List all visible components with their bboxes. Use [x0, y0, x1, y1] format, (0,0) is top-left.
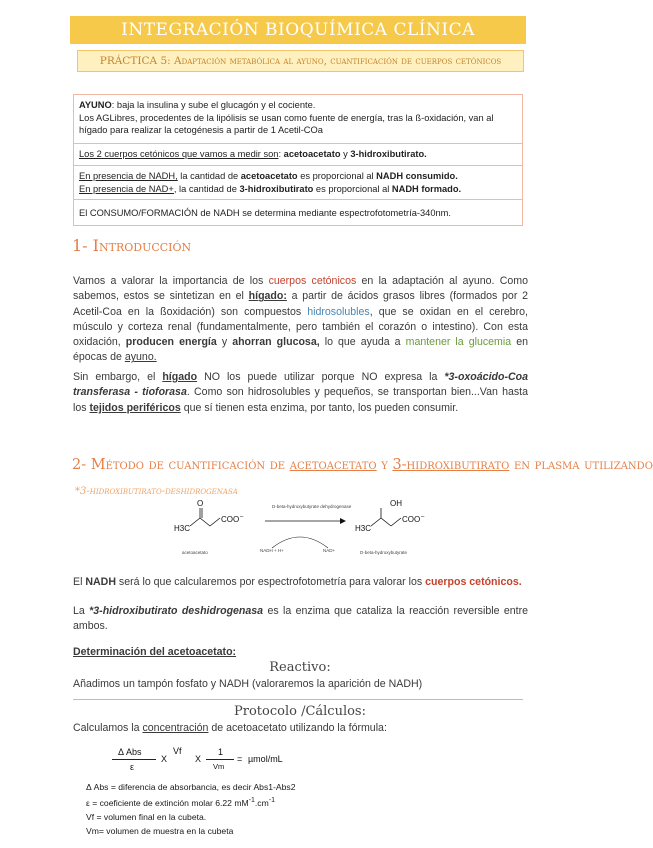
- cuerpos-lead: Los 2 cuerpos cetónicos que vamos a medir son: [79, 149, 279, 159]
- formula-eq: =: [237, 754, 243, 764]
- reaction-coo-left: COO: [221, 515, 240, 524]
- calc-text: [73, 721, 528, 736]
- reaction-cofactor-out: NAD+: [323, 548, 336, 553]
- summary-box-consumo: [73, 200, 523, 226]
- formula-x2: X: [195, 754, 202, 764]
- formula-numerator: Δ Abs: [118, 747, 142, 757]
- ayuno-term: AYUNO: [79, 100, 112, 110]
- cuerpo-2: 3-hidroxibutirato.: [350, 149, 427, 159]
- method-heading-hidroxibutirato: 3-hidroxibutirato: [392, 457, 510, 473]
- intro-p1-g: , que se oxidan en el cerebro, músculo y corteza renal (fundamentalmente, pero también el corazón o intestino). Con esta oxidación,: [73, 305, 528, 349]
- def-epsilon: [86, 797, 275, 808]
- nadh-mid: la cantidad de: [177, 171, 241, 181]
- reaction-h3c-right: H3C: [355, 524, 372, 533]
- reaction-enzyme: D-beta-hydroxybutyrate dehydrogenase: [272, 504, 352, 509]
- def-vm: Vm= volumen de muestra en la cubeta: [86, 826, 234, 836]
- method-heading-acetoacetato: acetoacetato: [289, 457, 377, 473]
- nad-mid: la cantidad de: [176, 183, 240, 194]
- summary-box-nadh: [73, 166, 523, 200]
- reaction-o-left: O: [197, 499, 204, 508]
- method-paragraph-2: [73, 604, 528, 635]
- def-epsilon-sup1: -1: [248, 797, 255, 804]
- method-subheading: *3-hidroxibutirato-deshidrogenasa: [75, 486, 238, 497]
- intro-p1-cuerpos: cuerpos cetónicos: [268, 275, 357, 287]
- def-epsilon-text: ε = coeficiente de extinción molar 6.22 mM: [86, 797, 249, 808]
- reaction-diagram: [160, 496, 440, 566]
- intro-p1-higado: hígado:: [248, 290, 287, 303]
- method-heading-a: 2- Método de cuantificación de: [72, 457, 290, 473]
- reactivo-heading: Reactivo:: [269, 660, 331, 675]
- reaction-left-label: acetoacetato: [182, 550, 208, 555]
- intro-p1-a: Vamos a valorar la importancia de los: [73, 275, 269, 287]
- svg-text:–: –: [240, 514, 244, 520]
- cuerpos-y: y: [340, 149, 351, 159]
- intro-p1-m: en épocas de: [73, 336, 528, 364]
- formula-vf: Vf: [173, 746, 182, 756]
- practice-subtitle: PRÁCTICA 5: Adaptación metabólica al ayuno, cuantificación de cuerpos cetónicos: [77, 50, 524, 72]
- divider: [73, 699, 523, 700]
- nad-lead: En presencia de NAD+,: [79, 183, 177, 194]
- intro-p1-k: lo que ayuda a: [319, 336, 406, 349]
- calc-c: de acetoacetato utilizando la fórmula:: [208, 722, 387, 734]
- method-heading-e: en plasma utilizando: [509, 457, 653, 473]
- svg-text:–: –: [421, 514, 425, 520]
- intro-p1-glucosa: ahorran glucosa,: [232, 336, 320, 349]
- nad-mid2: es proporcional al: [313, 183, 392, 194]
- def-epsilon-mid: .cm: [254, 797, 269, 808]
- cuerpo-1: acetoacetato: [283, 149, 341, 159]
- calc-a: Calculamos la: [73, 722, 143, 734]
- method-p1-cuerpos: cuerpos cetónicos.: [425, 576, 522, 588]
- reaction-coo-right: COO: [402, 515, 421, 524]
- intro-p2-a: Sin embargo, el: [73, 371, 163, 383]
- method-p1-a: El: [73, 576, 86, 588]
- intro-p1-c: en la adaptación al ayuno. Como sabemos, estos se sintetizan en el: [73, 275, 528, 303]
- cuerpos-sep: :: [278, 149, 284, 159]
- def-delta-abs: Δ Abs = diferencia de absorbancia, es decir Abs1-Abs2: [86, 782, 296, 792]
- def-epsilon-sup2: -1: [268, 797, 275, 804]
- def-vf: Vf = volumen final en la cubeta.: [86, 812, 207, 822]
- reaction-h3c-left: H3C: [174, 524, 191, 533]
- nad-sub: 3-hidroxibutirato: [239, 183, 314, 194]
- reaction-right-label: D-beta-hydroxybutyrate: [360, 550, 408, 555]
- intro-p1-hidrosolubles: hidrosolubles: [307, 305, 370, 318]
- intro-heading: 1- Introducción: [72, 236, 192, 255]
- method-p1-nadh: NADH: [85, 576, 116, 588]
- method-p2-c: es la enzima que cataliza la reacción reversible entre ambos.: [73, 605, 528, 633]
- formula-denominator: ε: [130, 762, 135, 772]
- intro-p2-enzyme: *3-oxoácido-Coa transferasa - tioforasa: [73, 371, 528, 399]
- ayuno-line2: Los AGLibres, procedentes de la lipólisis se usan como fuente de energía, tras la ß-oxidación, van al hígado para realizar la cetogénesis a partir de 1 Acetil-COa: [79, 112, 494, 135]
- method-heading-c: y: [376, 457, 393, 473]
- formula-x1: X: [161, 754, 168, 764]
- reactivo-text: Añadimos un tampón fosfato y NADH (valoraremos la aparición de NADH): [73, 678, 423, 690]
- method-heading: [72, 457, 653, 473]
- calc-concentracion: concentración: [142, 722, 209, 734]
- nadh-sub: acetoacetato: [240, 171, 298, 181]
- formula-fraction-bar-2: [206, 759, 234, 760]
- intro-p2-c: NO los puede utilizar porque NO expresa la: [197, 371, 445, 383]
- nad-end: NADH formado.: [391, 183, 462, 194]
- intro-p2-higado: hígado: [162, 371, 198, 383]
- reaction-cofactor-in: NADH + H+: [260, 548, 284, 553]
- intro-p2-e: . Como son hidrosolubles y pequeños, se transportan bien...Van hasta los: [73, 386, 529, 414]
- intro-p2-tejidos: tejidos periféricos: [89, 401, 181, 414]
- formula-vm: Vm: [213, 762, 225, 771]
- nadh-mid2: es proporcional al: [297, 171, 377, 181]
- intro-p1-i: y: [216, 336, 233, 349]
- intro-p1-e: a partir de ácidos grasos libres (formados por 2 Acetil-Coa en la ßoxidación) son compuestos: [73, 290, 528, 318]
- formula-one: 1: [218, 747, 224, 757]
- intro-p2-g: que sí tienen esta enzima, por tanto, los pueden consumir.: [180, 401, 459, 414]
- intro-p1-glucemia: mantener la glucemia: [405, 336, 512, 349]
- method-p2-a: La: [73, 605, 90, 617]
- method-paragraph-1: [73, 575, 528, 590]
- method-p1-c: será lo que calcularemos por espectrofotometría para valorar los: [115, 576, 426, 588]
- protocolo-heading: Protocolo /Cálculos:: [234, 704, 366, 719]
- formula-fraction-bar-1: [112, 759, 156, 760]
- reaction-oh: OH: [390, 499, 402, 508]
- intro-p1-ayuno: ayuno.: [124, 351, 157, 364]
- nadh-lead: En presencia de NADH,: [79, 171, 178, 181]
- summary-box-ayuno: [73, 94, 523, 144]
- consumo-text: El CONSUMO/FORMACIÓN de NADH se determina mediante espectrofotometría-340nm.: [79, 208, 451, 218]
- det-heading-text: Determinación del acetoacetato:: [73, 646, 237, 658]
- intro-p1-energia: producen energía: [125, 336, 217, 349]
- document-title: INTEGRACIÓN BIOQUÍMICA CLÍNICA: [70, 16, 526, 44]
- det-heading: [73, 645, 528, 660]
- formula-units: µmol/mL: [248, 754, 283, 764]
- method-p2-enzyme: *3-hidroxibutirato deshidrogenasa: [89, 605, 264, 617]
- ayuno-line1: : baja la insulina y sube el glucagón y el cociente.: [111, 100, 316, 110]
- intro-paragraph-2: [73, 370, 528, 416]
- intro-paragraph-1: [73, 274, 528, 366]
- nadh-end: NADH consumido.: [376, 171, 458, 181]
- summary-box-cuerpos: [73, 144, 523, 166]
